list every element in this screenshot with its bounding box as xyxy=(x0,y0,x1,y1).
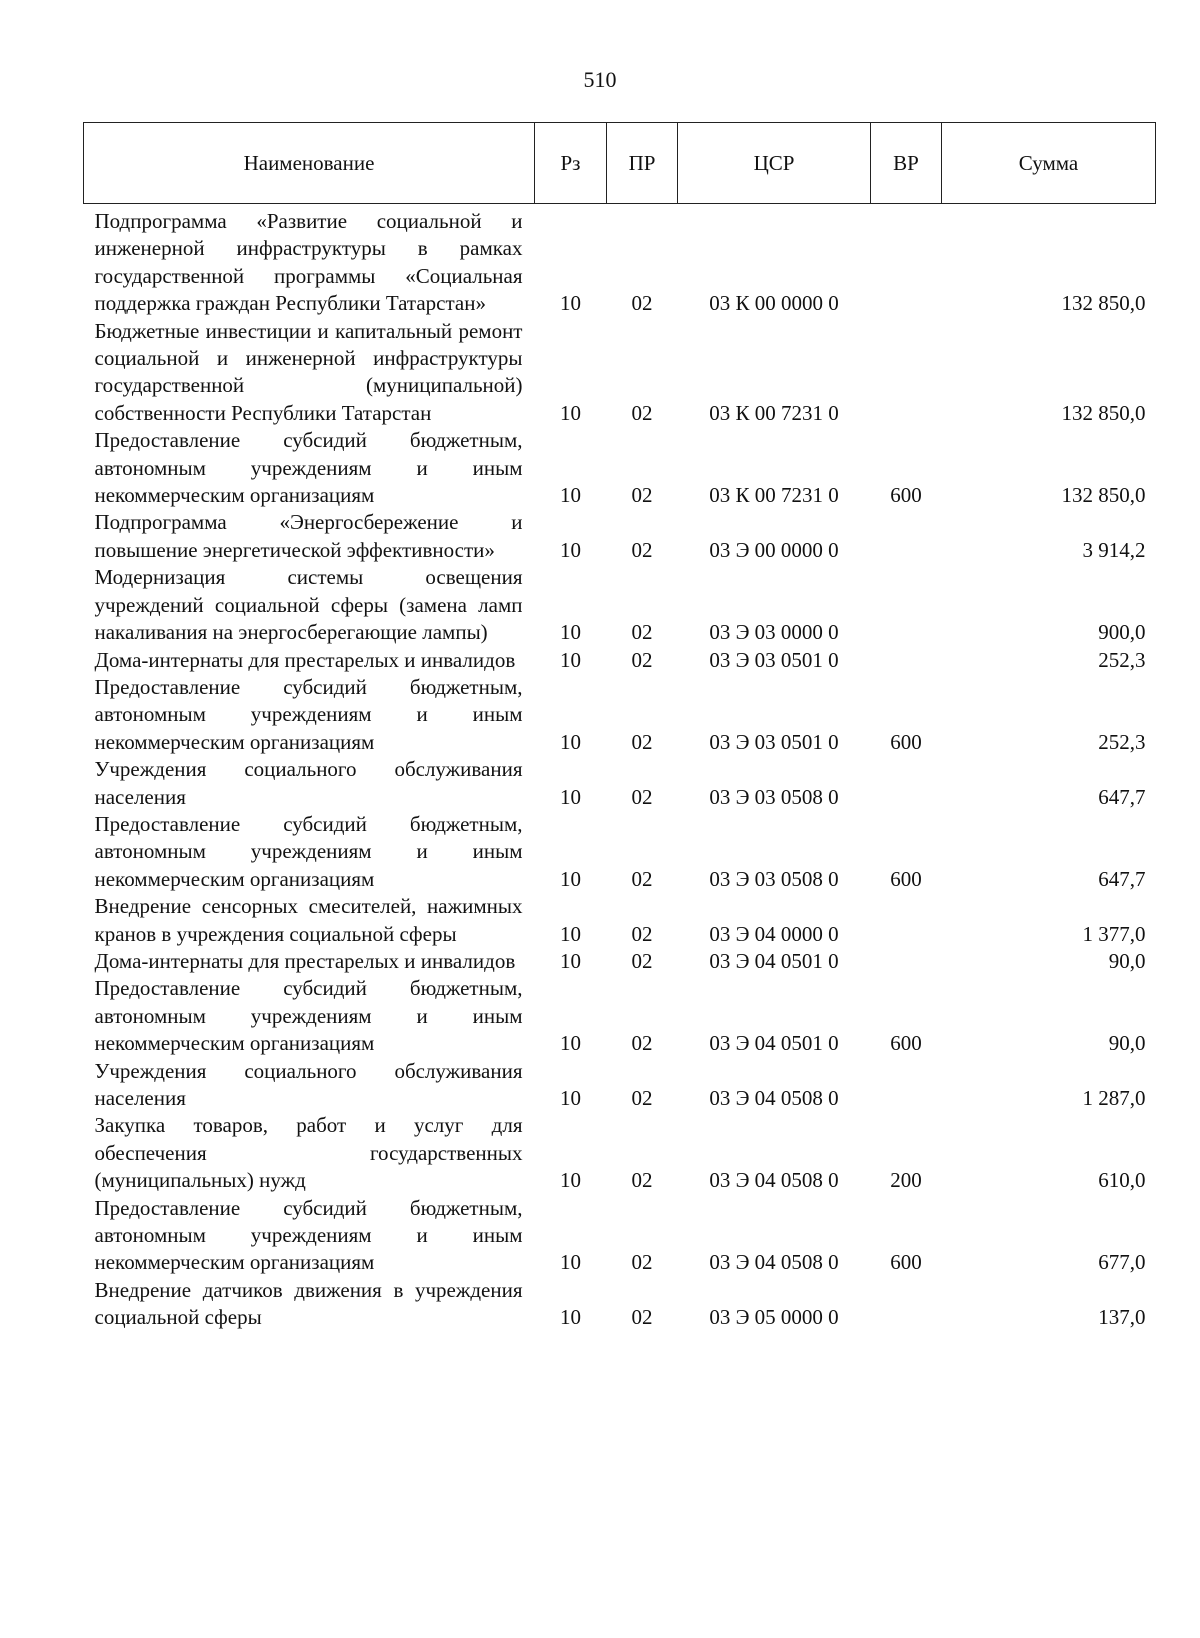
cell-rz: 10 xyxy=(560,537,581,562)
cell-rz: 10 xyxy=(560,400,581,425)
cell-vr xyxy=(871,756,942,811)
cell-pr: 02 xyxy=(631,921,653,946)
cell-name: Предоставление субсидий бюджетным, автономным учреждениям и иным некоммерческим организациям xyxy=(94,1195,523,1275)
cell-vr: 600 xyxy=(890,1250,922,1275)
cell-sum: 137,0 xyxy=(1098,1305,1146,1330)
cell-vr xyxy=(871,893,942,948)
table-row xyxy=(84,647,1156,674)
cell-name: Подпрограмма «Энергосбережение и повышение энергетической эффективности» xyxy=(94,510,523,562)
cell-sum: 900,0 xyxy=(1098,620,1146,645)
table-row xyxy=(84,204,1156,318)
cell-name: Бюджетные инвестиции и капитальный ремонт социальной и инженерной инфраструктуры государственной (муниципальной) собственности Республики Татарстан xyxy=(94,318,523,425)
cell-pr: 02 xyxy=(631,1305,653,1330)
cell-pr: 02 xyxy=(631,948,653,973)
cell-sum: 132 850,0 xyxy=(1061,483,1146,508)
cell-sum: 610,0 xyxy=(1098,1168,1146,1193)
cell-rz: 10 xyxy=(560,291,581,316)
cell-rz: 10 xyxy=(560,948,581,973)
cell-name: Закупка товаров, работ и услуг для обеспечения государственных (муниципальных) нужд xyxy=(94,1113,523,1193)
cell-rz: 10 xyxy=(560,921,581,946)
cell-rz: 10 xyxy=(560,647,581,672)
cell-sum: 90,0 xyxy=(1108,1031,1146,1056)
cell-name: Подпрограмма «Развитие социальной и инженерной инфраструктуры в рамках государственной программы «Социальная поддержка граждан Республики Татарстан» xyxy=(94,209,523,316)
cell-csr: 03 Э 04 0000 0 xyxy=(709,921,839,946)
cell-pr: 02 xyxy=(631,400,653,425)
cell-pr: 02 xyxy=(631,483,653,508)
cell-sum: 647,7 xyxy=(1098,866,1146,891)
cell-sum: 647,7 xyxy=(1098,784,1146,809)
cell-pr: 02 xyxy=(631,1086,653,1110)
table-header xyxy=(84,123,1156,204)
header-vr: ВР xyxy=(871,123,942,204)
cell-name: Дома-интернаты для престарелых и инвалидов xyxy=(94,647,516,672)
table-row xyxy=(84,948,1156,975)
cell-csr: 03 Э 03 0508 0 xyxy=(709,866,839,891)
table-row xyxy=(84,674,1156,756)
cell-sum: 677,0 xyxy=(1098,1250,1146,1275)
cell-name: Внедрение сенсорных смесителей, нажимных кранов в учреждения социальной сферы xyxy=(94,894,523,946)
cell-name: Предоставление субсидий бюджетным, автономным учреждениям и иным некоммерческим организациям xyxy=(94,811,523,891)
cell-name: Учреждения социального обслуживания населения xyxy=(94,1058,523,1110)
cell-sum: 90,0 xyxy=(1108,948,1146,973)
cell-rz: 10 xyxy=(560,729,581,754)
header-rz: Рз xyxy=(535,123,607,204)
table-row xyxy=(84,318,1156,428)
cell-sum: 132 850,0 xyxy=(1061,400,1146,425)
cell-sum: 132 850,0 xyxy=(1061,291,1146,316)
cell-rz: 10 xyxy=(560,1031,581,1056)
table-row xyxy=(84,1058,1156,1113)
cell-vr: 200 xyxy=(890,1168,922,1193)
cell-pr: 02 xyxy=(631,647,653,672)
budget-table xyxy=(83,122,1156,1332)
header-name: Наименование xyxy=(84,123,535,204)
header-sum: Сумма xyxy=(942,123,1156,204)
cell-vr xyxy=(871,1058,942,1113)
cell-sum: 1 377,0 xyxy=(1082,921,1146,946)
cell-vr xyxy=(871,948,942,975)
cell-pr: 02 xyxy=(631,729,653,754)
cell-sum: 1 287,0 xyxy=(1082,1086,1146,1110)
page-number: 510 xyxy=(583,67,617,92)
cell-csr: 03 Э 04 0508 0 xyxy=(709,1168,839,1193)
cell-rz: 10 xyxy=(560,1168,581,1193)
cell-vr xyxy=(871,1277,942,1332)
cell-name: Модернизация системы освещения учреждений социальной сферы (замена ламп накаливания на энергосберегающие лампы) xyxy=(94,565,523,645)
cell-name: Дома-интернаты для престарелых и инвалидов xyxy=(94,948,516,973)
table-row xyxy=(84,1112,1156,1194)
cell-name: Предоставление субсидий бюджетным, автономным учреждениям и иным некоммерческим организациям xyxy=(94,674,523,754)
cell-name: Учреждения социального обслуживания населения xyxy=(94,757,523,809)
cell-rz: 10 xyxy=(560,1250,581,1275)
cell-sum: 252,3 xyxy=(1098,729,1146,754)
cell-csr: 03 Э 03 0508 0 xyxy=(709,784,839,809)
cell-vr: 600 xyxy=(890,1031,922,1056)
cell-pr: 02 xyxy=(631,866,653,891)
cell-vr xyxy=(871,564,942,646)
cell-pr: 02 xyxy=(631,537,653,562)
cell-csr: 03 Э 05 0000 0 xyxy=(709,1305,839,1330)
cell-vr xyxy=(871,318,942,428)
cell-rz: 10 xyxy=(560,483,581,508)
table-row xyxy=(84,811,1156,893)
cell-csr: 03 Э 04 0508 0 xyxy=(709,1250,839,1275)
cell-vr xyxy=(871,647,942,674)
cell-csr: 03 К 00 7231 0 xyxy=(709,483,839,508)
table-row xyxy=(84,756,1156,811)
cell-csr: 03 Э 04 0508 0 xyxy=(709,1086,839,1110)
header-csr: ЦСР xyxy=(678,123,871,204)
cell-rz: 10 xyxy=(560,620,581,645)
table-row xyxy=(84,1277,1156,1332)
cell-pr: 02 xyxy=(631,1031,653,1056)
cell-csr: 03 Э 00 0000 0 xyxy=(709,537,839,562)
header-pr: ПР xyxy=(607,123,678,204)
cell-sum: 252,3 xyxy=(1098,647,1146,672)
cell-name: Внедрение датчиков движения в учреждения социальной сферы xyxy=(94,1277,523,1330)
cell-csr: 03 Э 03 0501 0 xyxy=(709,647,839,672)
table-row xyxy=(84,893,1156,948)
cell-csr: 03 К 00 7231 0 xyxy=(709,400,839,425)
table-row xyxy=(84,427,1156,509)
cell-rz: 10 xyxy=(560,784,581,809)
cell-pr: 02 xyxy=(631,1168,653,1193)
cell-csr: 03 Э 03 0501 0 xyxy=(709,729,839,754)
cell-rz: 10 xyxy=(560,1086,581,1110)
cell-vr: 600 xyxy=(890,483,922,508)
cell-rz: 10 xyxy=(560,1305,581,1330)
table-row xyxy=(84,975,1156,1057)
cell-csr: 03 Э 03 0000 0 xyxy=(709,620,839,645)
cell-vr: 600 xyxy=(890,866,922,891)
table-row xyxy=(84,564,1156,646)
cell-vr xyxy=(871,204,942,318)
cell-sum: 3 914,2 xyxy=(1082,537,1146,562)
cell-csr: 03 Э 04 0501 0 xyxy=(709,1031,839,1056)
table-row xyxy=(84,1195,1156,1277)
cell-pr: 02 xyxy=(631,620,653,645)
cell-name: Предоставление субсидий бюджетным, автономным учреждениям и иным некоммерческим организациям xyxy=(94,428,523,508)
cell-pr: 02 xyxy=(631,291,653,316)
cell-vr xyxy=(871,509,942,564)
cell-pr: 02 xyxy=(631,1250,653,1275)
table-row xyxy=(84,509,1156,564)
table-body xyxy=(84,204,1156,1332)
cell-pr: 02 xyxy=(631,784,653,809)
cell-name: Предоставление субсидий бюджетным, автономным учреждениям и иным некоммерческим организациям xyxy=(94,976,523,1056)
cell-rz: 10 xyxy=(560,866,581,891)
cell-csr: 03 К 00 0000 0 xyxy=(709,291,839,316)
cell-csr: 03 Э 04 0501 0 xyxy=(709,948,839,973)
cell-vr: 600 xyxy=(890,729,922,754)
